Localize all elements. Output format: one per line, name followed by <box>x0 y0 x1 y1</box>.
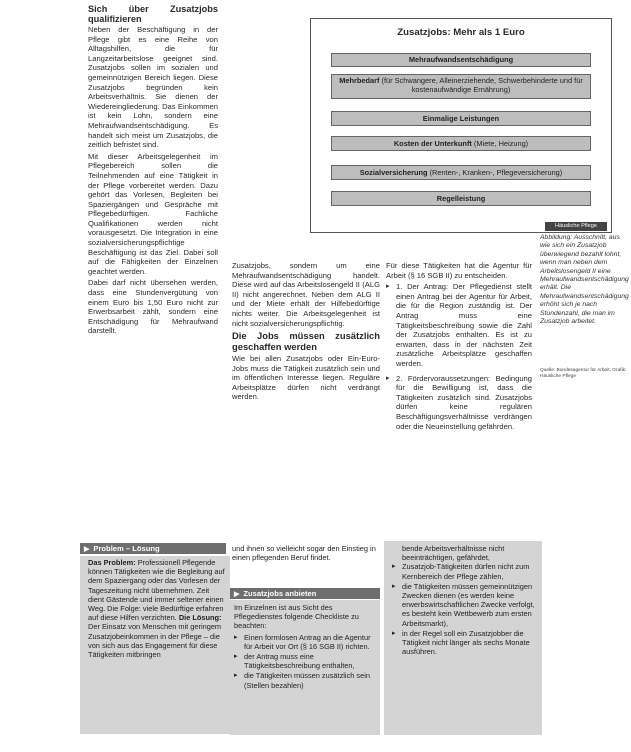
list-item: ▸ Zusatzjob-Tätigkeiten dürfen nicht zum Kernbereich der Pflege zählen, <box>392 562 538 580</box>
list-item: ▸ in der Regel soll ein Zusatzjobber die Tätigkeit nicht länger als sechs Monate ausführen. <box>392 629 538 657</box>
list-item: ▸ Einen formlosen Antrag an die Agentur für Arbeit vor Ort (§ 16 SGB II) richten. <box>234 633 376 651</box>
diagram-source-label: Häusliche Pflege <box>545 222 607 231</box>
paragraph: Wie bei allen Zusatzjobs oder Ein-Euro-Jobs muss die Tätigkeit zusätzlich sein und im öffentlichen Interesse liegen. Reguläre Arbeitsplätze dürfen nicht verdrängt werden. <box>232 353 380 402</box>
diagram-box-1: Mehraufwandsentschädigung <box>331 53 591 67</box>
bar-label: Problem – Lösung <box>93 544 160 553</box>
arrow-icon: ▶ <box>234 591 240 598</box>
checklist-box <box>230 600 380 735</box>
figure-caption: Abbildung: Ausschnitt, aus wie sich ein Zusatzjob überwiegend bezahlt lohnt, wenn man neben dem Arbeitslosengeld II eine Mehraufwandsentschädigung erhält. Die Mehraufwandsentschädigung erhöht sich je nach Stundenzahl, die man im Zusatzjob arbeitet. <box>540 234 629 326</box>
zusatzjobs-anbieten-bar <box>230 588 380 599</box>
problem-text: Professionell Pflegende können Tätigkeiten wie die Begleitung auf dem Spaziergang oder das Vorlesen der Tageszeitung nicht übernehmen. Zeit dient Gästende und immer seltener einen Weg. Die Folge: viele Bedürftige erfahren auf diese Hilfen verzichten. <box>88 558 225 623</box>
continued-text: bende Arbeitsverhältnisse nicht beeinträchtigen, gefährdet, <box>402 544 505 563</box>
checklist-continued <box>392 562 538 656</box>
problem-label: Das Problem: <box>88 558 136 567</box>
paragraph: Für diese Tätigkeiten hat die Agentur für Arbeit (§ 16 SGB II) zu entscheiden. <box>386 261 532 280</box>
solution-label: Die Lösung: <box>178 613 222 623</box>
diagram-box-4: Kosten der Unterkunft (Miete, Heizung) <box>331 136 591 151</box>
diagram-box-5: Sozialversicherung (Renten-, Kranken-, Pflegeversicherung) <box>331 165 591 180</box>
column-3 <box>386 261 532 436</box>
problem-solution-bar <box>80 543 226 554</box>
list-item: ▸ 2. Fördervoraussetzungen: Bedingung für die Bewilligung ist, dass die Tätigkeiten zusätzlich sind. Zusatzjobs dürfen keine regulären Beschäftigungsverhältnisse verdrängen oder die Neueinstellung gefährden. <box>386 374 532 432</box>
paragraph: Neben der Beschäftigung in der Pflege gibt es eine Reihe von Alltagshilfen, die für Langzeitarbeitslose geeignet sind. Zusatzjobs sollen im sozialen und gemeinnützigen Bereich liegen. Diese Zusatzjobs begründen kein Arbeitsverhältnis. Sie dienen der Wiedereingliederung. Das Einkommen ist kein Lohn, sondern eine Mehraufwandsentschädigung. Es handelt sich meist um Zusatzjobs, die zeitlich befristet sind. <box>88 25 218 150</box>
zusatzjobs-diagram <box>310 18 612 233</box>
diagram-box-2: Mehrbedarf (für Schwangere, Alleinerziehende, Schwerbehinderte und für kostenaufwändige Ernährung) <box>331 74 591 99</box>
diagram-box-6: Regelleistung <box>331 191 591 206</box>
bar-label: Zusatzjobs anbieten <box>243 589 317 598</box>
figure-credit: Quelle: Bundesagentur für Arbeit, Grafik: Häusliche Pflege <box>540 368 627 379</box>
column-2 <box>232 261 380 404</box>
arrow-icon: ▶ <box>84 546 90 553</box>
paragraph: Dabei darf nicht übersehen werden, dass eine Stundenvergütung von einem Euro bis 1,50 Euro nicht zur Erwerbsarbeit zählt, sondern eine Entschädigung für Mehraufwand darstellt. <box>88 278 218 336</box>
list-item: ▸ der Antrag muss eine Tätigkeitsbeschreibung enthalten, <box>234 652 376 670</box>
list-item: ▸ 1. Der Antrag: Der Pflegedienst stellt einen Antrag bei der Agentur für Arbeit, die für die Region zuständig ist. Der Antrag muss eine Tätigkeitsbeschreibung sowie die Zahl der Zusatzjobs enthalten. Es ist zu erwarten, dass in der nächsten Zeit zusätzliche Arbeitsplätze geschaffen werden. <box>386 282 532 368</box>
checklist-intro: Im Einzelnen ist aus Sicht des Pflegedienstes folgende Checkliste zu beachten: <box>234 603 359 631</box>
diagram-title: Zusatzjobs: Mehr als 1 Euro <box>397 27 525 38</box>
list-item: ▸ die Tätigkeiten müssen gemeinnützigen Zwecken dienen (es werden keine erwerbswirtschaftlichen Zwecke verfolgt, es besteht kein Wettbewerb zum ersten Arbeitsmarkt), <box>392 582 538 628</box>
numbered-list <box>386 282 532 431</box>
diagram-box-3: Einmalige Leistungen <box>331 111 591 126</box>
paragraph: Mit dieser Arbeitsgelegenheit im Pflegebereich sollen die Teilnehmenden auf eine Tätigkeit in der Pflege vorbereitet werden. Dazu gehört das Vorlesen, Begleiten bei Spaziergängen und Gespräche mit Pflegebedürftigen. Fachliche Qualifikationen werden nicht vorausgesetzt. Die Integration in eine sozialversicherungspflichtige Beschäftigung ist das Ziel. Dabei soll auf die Fähigkeiten der Einzelnen geachtet werden. <box>88 151 218 276</box>
list-item: ▸ die Tätigkeiten müssen zusätzlich sein (Stellen bezahlen) <box>234 671 376 689</box>
checklist-continued-box <box>384 541 542 735</box>
problem-solution-box <box>80 556 230 734</box>
paragraph: Zusatzjobs, sondern um eine Mehraufwandsentschädigung handelt. Diese wird auf das Arbeitslosengeld II (ALG II) nicht angerechnet. Neben dem ALG II und der Miete erhält der Hilfebedürftige nichts weiter. Die Arbeitsgelegenheit ist nicht sozialversicherungspflichtig. <box>232 261 380 328</box>
solution-text: Der Einsatz von Menschen mit geringem Zusatzjobeinkommen in der Pflege – die von sich aus das Engagement für diese Tätigkeiten mitbringen <box>88 622 222 660</box>
section-heading: Sich über Zusatzjobs qualifizieren <box>88 4 218 24</box>
section-heading: Die Jobs müssen zusätzlich geschaffen werden <box>232 330 380 352</box>
checklist <box>234 633 376 690</box>
column-1 <box>88 4 218 338</box>
bottom-middle-text: und ihnen so vielleicht sogar den Einstieg in einen pflegenden Beruf findet. <box>232 544 376 563</box>
